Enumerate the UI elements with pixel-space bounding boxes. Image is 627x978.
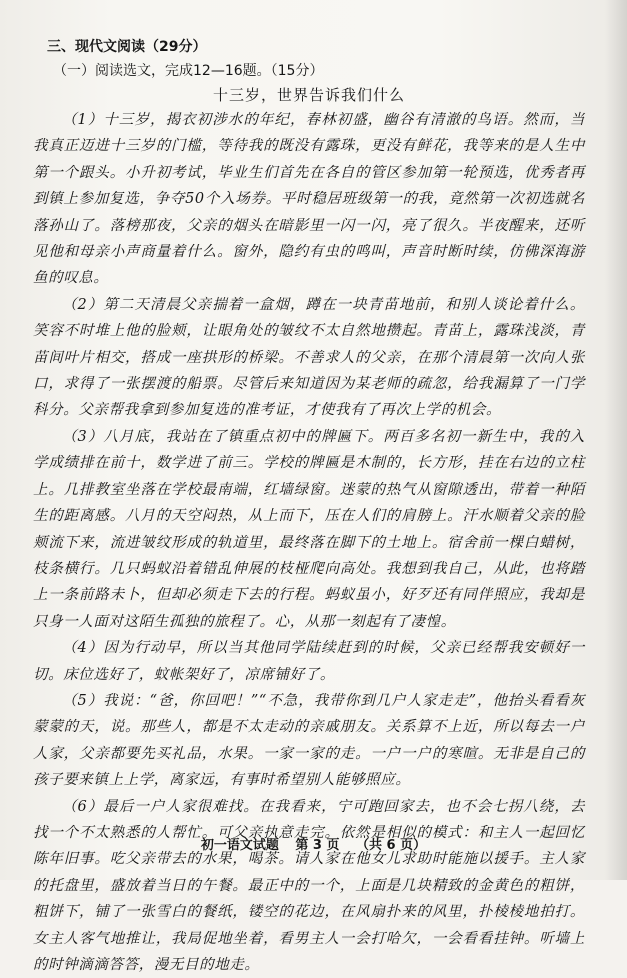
paragraph-1: （1）十三岁，揭衣初涉水的年纪，春林初盛，幽谷有清澈的鸟语。然而，当我真正迈进十三岁的门槛，等待我的既没有露珠，更没有鲜花，我等来的是人生中第一个跟头。小升初考试，毕业生们首先在各自的管区参加第一轮预选，优秀者再到镇上参加复选，争夺50个入场券。平时稳居班级第一的我，竟然第一次初选就名落孙山了。落榜那夜，父亲的烟头在暗影里一闪一闪，亮了很久。半夜醒来，还听见他和母亲小声商量着什么。窗外，隐约有虫的鸣叫，声音时断时续，仿佛深海游鱼的叹息。 [33, 112, 585, 287]
paragraph-3: （3）八月底，我站在了镇重点初中的牌匾下。两百多名初一新生中，我的入学成绩排在前十，数学进了前三。学校的牌匾是木制的，长方形，挂在右边的立柱上。几排教室坐落在学校最南端，红墙绿窗。迷蒙的热气从窗隙透出，带着一种陌生的距离感。八月的天空闷热，从上而下，压在人们的肩膀上。汗水顺着父亲的脸颊流下来，流进皱纹形成的轨道里，最终落在脚下的土地上。宿舍前一棵白蜡树，枝条横行。几只蚂蚁沿着错乱伸展的枝桠爬向高处。我想到我自己，从此，也将踏上一条前路未卜，但却必须走下去的行程。蚂蚁虽小，好歹还有同伴照应，我却是只身一人面对这陌生孤独的旅程了。心，从那一刻起有了凄惶。 [33, 428, 585, 630]
paragraph-2: （2）第二天清晨父亲揣着一盒烟，蹲在一块青苗地前，和别人谈论着什么。笑容不时堆上他的脸颊，让眼角处的皱纹不太自然地攒起。青苗上，露珠浅淡，青苗间叶片相交，搭成一座拱形的桥梁。不善求人的父亲，在那个清晨第一次向人张口，求得了一张摆渡的船票。尽管后来知道因为某老师的疏忽，给我漏算了一门学科分。父亲帮我拿到参加复选的准考证，才使我有了再次上学的机会。 [33, 296, 585, 419]
footer-page-total: （共 6 页） [356, 838, 427, 853]
page-footer [0, 834, 627, 853]
paragraph-4: （4）因为行动早，所以当其他同学陆续赶到的时候，父亲已经帮我安顿好一切。床位选好了，蚊帐架好了，凉席铺好了。 [33, 640, 585, 683]
page-edge-shadow [605, 0, 627, 880]
paragraph-5: （5）我说：“爸，你回吧！”“不急，我带你到几户人家走走”，他抬头看看灰蒙蒙的天，说。那些人，都是不太走动的亲戚朋友。关系算不上近，所以每去一户人家，父亲都要先买礼品，水果。一家一家的走。一户一户的寒暄。无非是自己的孩子要来镇上上学，离家远，有事时希望别人能够照应。 [33, 692, 585, 789]
paragraph-6: （6）最后一户人家很难找。在我看来，宁可跑回家去，也不会七拐八绕，去找一个不太熟悉的人帮忙。可父亲执意走完。依然是相似的模式：和主人一起回忆陈年旧事。吃父亲带去的水果，喝茶。请人家在他女儿求助时能施以援手。主人家的托盘里，盛放着当日的午餐。最正中的一个，上面是几块精致的金黄色的粗饼，粗饼下，铺了一张雪白的餐纸，镂空的花边，在风扇扑来的风里，扑棱棱地拍打。女主人客气地推让，我局促地坐着，看男主人一会打哈欠，一会看看挂钟。听墙上的时钟滴滴答答，漫无目的地走。 [33, 798, 585, 973]
footer-subject: 初一语文试题 [200, 838, 279, 853]
section-heading: 三、现代文阅读（29分） [47, 39, 207, 55]
footer-page-number: 第 3 页 [295, 838, 340, 853]
sub-heading: （一）阅读选文，完成12—16题。（15分） [53, 63, 324, 79]
article-title: 十三岁，世界告诉我们什么 [212, 86, 405, 104]
